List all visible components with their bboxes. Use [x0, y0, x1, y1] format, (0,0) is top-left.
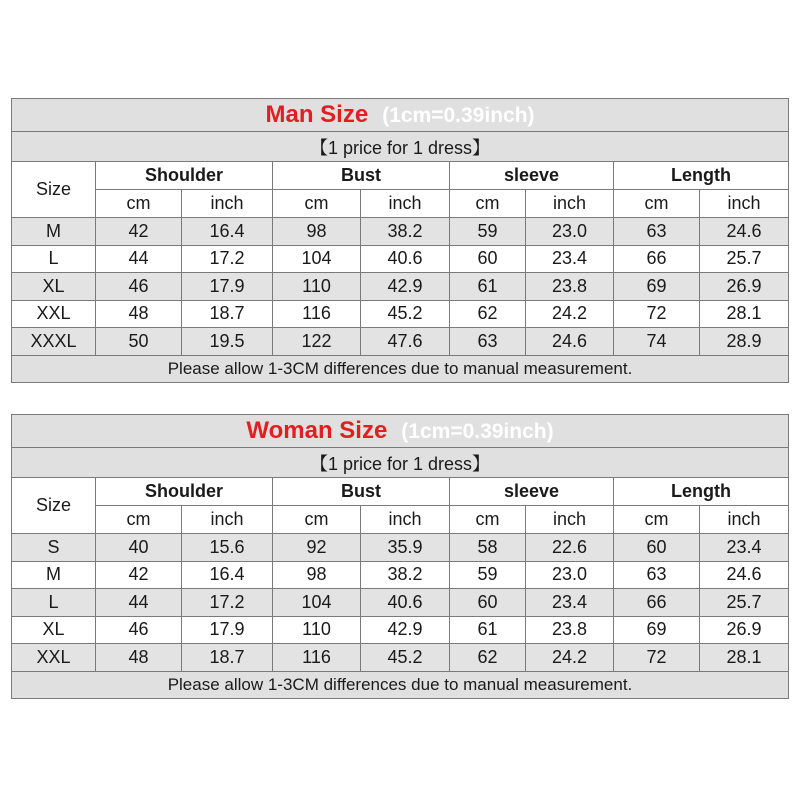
size-row	[12, 273, 789, 301]
measurement-value: 46	[96, 616, 182, 644]
measurement-value: 63	[614, 561, 700, 589]
measurement-value: 18.7	[182, 644, 273, 672]
measurement-value: 24.6	[526, 328, 614, 356]
measurement-value: 24.6	[700, 218, 789, 246]
note-row	[12, 355, 789, 382]
measurement-value: 104	[273, 589, 361, 617]
unit-header: inch	[182, 190, 273, 218]
measurement-value: 47.6	[361, 328, 450, 356]
measurement-value: 61	[450, 616, 526, 644]
measurement-value: 28.1	[700, 300, 789, 328]
measure-header-sleeve: sleeve	[450, 162, 614, 190]
measurement-value: 25.7	[700, 245, 789, 273]
note-row	[12, 671, 789, 698]
measurement-value: 61	[450, 273, 526, 301]
measurement-value: 98	[273, 218, 361, 246]
measure-header-shoulder: Shoulder	[96, 162, 273, 190]
unit-header: inch	[526, 190, 614, 218]
price-row	[12, 132, 789, 162]
measurement-value: 74	[614, 328, 700, 356]
chart-title-cell	[12, 99, 789, 132]
measurement-value: 17.2	[182, 245, 273, 273]
measurement-value: 63	[450, 328, 526, 356]
measurement-value: 46	[96, 273, 182, 301]
measurement-value: 60	[450, 589, 526, 617]
measurement-value: 40.6	[361, 245, 450, 273]
chart-title: Woman Size	[246, 417, 388, 444]
size-name: L	[12, 245, 96, 273]
measure-header-sleeve: sleeve	[450, 478, 614, 506]
unit-header: inch	[700, 190, 789, 218]
size-name: XXL	[12, 644, 96, 672]
measurement-value: 48	[96, 300, 182, 328]
size-name: M	[12, 218, 96, 246]
measure-header-bust: Bust	[273, 162, 450, 190]
measurement-value: 45.2	[361, 300, 450, 328]
measurement-value: 28.9	[700, 328, 789, 356]
unit-header: cm	[614, 190, 700, 218]
measurement-value: 92	[273, 534, 361, 562]
chart-title: Man Size	[265, 101, 369, 128]
measurement-value: 25.7	[700, 589, 789, 617]
measurement-value: 48	[96, 644, 182, 672]
unit-header: cm	[96, 190, 182, 218]
measurement-value: 116	[273, 644, 361, 672]
size-column-header: Size	[12, 478, 96, 534]
unit-row	[12, 506, 789, 534]
measurement-value: 23.4	[526, 589, 614, 617]
unit-header: inch	[700, 506, 789, 534]
measurement-value: 60	[450, 245, 526, 273]
size-row	[12, 589, 789, 617]
header-row	[12, 478, 789, 506]
measurement-value: 16.4	[182, 561, 273, 589]
unit-conversion: (1cm=0.39inch)	[382, 104, 535, 127]
measurement-value: 104	[273, 245, 361, 273]
unit-header: cm	[273, 506, 361, 534]
unit-header: cm	[273, 190, 361, 218]
size-name: L	[12, 589, 96, 617]
measurement-value: 59	[450, 218, 526, 246]
price-row	[12, 448, 789, 478]
measurement-value: 50	[96, 328, 182, 356]
measurement-value: 122	[273, 328, 361, 356]
measurement-value: 66	[614, 589, 700, 617]
size-row	[12, 534, 789, 562]
measurement-value: 23.4	[526, 245, 614, 273]
size-row	[12, 616, 789, 644]
measurement-value: 24.2	[526, 644, 614, 672]
measurement-value: 16.4	[182, 218, 273, 246]
title-row	[12, 99, 789, 132]
measurement-value: 26.9	[700, 273, 789, 301]
unit-header: inch	[182, 506, 273, 534]
measurement-value: 98	[273, 561, 361, 589]
size-row	[12, 300, 789, 328]
measurement-value: 28.1	[700, 644, 789, 672]
measurement-value: 110	[273, 273, 361, 301]
measurement-value: 18.7	[182, 300, 273, 328]
measurement-value: 63	[614, 218, 700, 246]
size-name: XXL	[12, 300, 96, 328]
measurement-value: 62	[450, 644, 526, 672]
chart-title-cell	[12, 415, 789, 448]
measure-header-length: Length	[614, 162, 789, 190]
measurement-value: 44	[96, 245, 182, 273]
measure-header-bust: Bust	[273, 478, 450, 506]
header-row	[12, 162, 789, 190]
measure-header-shoulder: Shoulder	[96, 478, 273, 506]
size-row	[12, 245, 789, 273]
unit-row	[12, 190, 789, 218]
size-name: XXXL	[12, 328, 96, 356]
measurement-value: 72	[614, 300, 700, 328]
measurement-value: 62	[450, 300, 526, 328]
unit-header: inch	[361, 506, 450, 534]
measurement-value: 40	[96, 534, 182, 562]
unit-header: cm	[96, 506, 182, 534]
unit-header: cm	[450, 190, 526, 218]
measurement-note: Please allow 1-3CM differences due to manual measurement.	[12, 671, 789, 698]
measurement-value: 38.2	[361, 561, 450, 589]
measurement-value: 66	[614, 245, 700, 273]
unit-header: inch	[361, 190, 450, 218]
measurement-value: 19.5	[182, 328, 273, 356]
price-note: 【1 price for 1 dress】	[12, 448, 789, 478]
size-row	[12, 328, 789, 356]
measurement-value: 45.2	[361, 644, 450, 672]
measurement-value: 38.2	[361, 218, 450, 246]
man-size-chart	[11, 98, 789, 383]
measurement-note: Please allow 1-3CM differences due to manual measurement.	[12, 355, 789, 382]
size-name: M	[12, 561, 96, 589]
measurement-value: 44	[96, 589, 182, 617]
title-row	[12, 415, 789, 448]
measurement-value: 35.9	[361, 534, 450, 562]
size-row	[12, 561, 789, 589]
measurement-value: 58	[450, 534, 526, 562]
measurement-value: 17.2	[182, 589, 273, 617]
unit-header: cm	[450, 506, 526, 534]
measurement-value: 15.6	[182, 534, 273, 562]
measurement-value: 23.8	[526, 616, 614, 644]
measurement-value: 17.9	[182, 273, 273, 301]
measurement-value: 23.0	[526, 218, 614, 246]
measurement-value: 69	[614, 616, 700, 644]
size-name: XL	[12, 616, 96, 644]
size-row	[12, 644, 789, 672]
measurement-value: 72	[614, 644, 700, 672]
size-column-header: Size	[12, 162, 96, 218]
measurement-value: 22.6	[526, 534, 614, 562]
size-name: XL	[12, 273, 96, 301]
measurement-value: 69	[614, 273, 700, 301]
measurement-value: 116	[273, 300, 361, 328]
price-note: 【1 price for 1 dress】	[12, 132, 789, 162]
measurement-value: 110	[273, 616, 361, 644]
measurement-value: 23.4	[700, 534, 789, 562]
measurement-value: 24.2	[526, 300, 614, 328]
unit-conversion: (1cm=0.39inch)	[401, 420, 554, 443]
measure-header-length: Length	[614, 478, 789, 506]
size-row	[12, 218, 789, 246]
measurement-value: 42.9	[361, 616, 450, 644]
measurement-value: 40.6	[361, 589, 450, 617]
measurement-value: 42	[96, 561, 182, 589]
measurement-value: 24.6	[700, 561, 789, 589]
measurement-value: 59	[450, 561, 526, 589]
measurement-value: 26.9	[700, 616, 789, 644]
unit-header: inch	[526, 506, 614, 534]
measurement-value: 23.0	[526, 561, 614, 589]
unit-header: cm	[614, 506, 700, 534]
measurement-value: 42	[96, 218, 182, 246]
size-name: S	[12, 534, 96, 562]
measurement-value: 17.9	[182, 616, 273, 644]
woman-size-chart	[11, 414, 789, 699]
measurement-value: 23.8	[526, 273, 614, 301]
measurement-value: 42.9	[361, 273, 450, 301]
measurement-value: 60	[614, 534, 700, 562]
